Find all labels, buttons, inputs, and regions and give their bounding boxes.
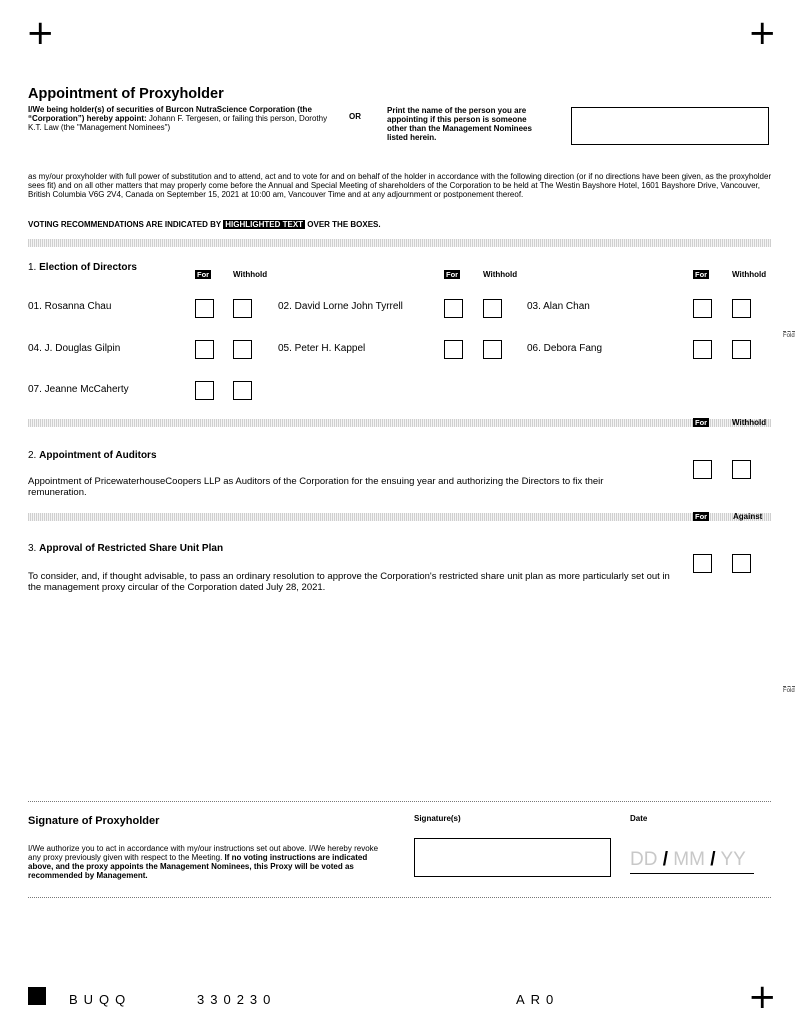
footer-code-2: 330230 — [197, 992, 277, 1007]
for-checkbox[interactable] — [693, 299, 712, 318]
section1-number: 1. — [28, 262, 40, 273]
for-column-header: For — [197, 270, 210, 279]
withhold-column-header: Withhold — [483, 270, 518, 279]
date-separator: / — [710, 849, 716, 870]
section3-title: Approval of Restricted Share Unit Plan — [39, 543, 224, 554]
nominee-name: 04. J. Douglas Gilpin — [28, 343, 121, 354]
nominee-name: 03. Alan Chan — [527, 301, 590, 312]
date-separator: / — [662, 849, 669, 870]
section-divider — [28, 513, 771, 521]
registration-mark-top-right: + — [748, 13, 777, 53]
voting-rec-prefix: VOTING RECOMMENDATIONS ARE INDICATED BY — [28, 220, 224, 229]
withhold-checkbox[interactable] — [483, 340, 502, 359]
nominee-name: 06. Debora Fang — [527, 343, 603, 354]
highlighted-text-sample: HIGHLIGHTED TEXT — [225, 220, 304, 229]
section2-text: Appointment of PricewaterhouseCoopers LLP as Auditors of the Corporation for the ensuing year and authorizing the Directors to fix their remuneration. — [28, 476, 604, 498]
section1-heading — [28, 262, 137, 273]
section3-text: To consider, and, if thought advisable, to pass an ordinary resolution to approve the Corporation's restricted share unit plan as more particularly set out in the management proxy circular of the Corporation dated July 28, 2021. — [28, 571, 670, 593]
nominee-name: 01. Rosanna Chau — [28, 301, 112, 312]
against-checkbox[interactable] — [732, 554, 751, 573]
withhold-checkbox[interactable] — [233, 381, 252, 400]
nominee-name: 05. Peter H. Kappel — [278, 343, 366, 354]
for-checkbox[interactable] — [195, 340, 214, 359]
registration-mark-top-left: + — [26, 13, 55, 53]
withhold-checkbox[interactable] — [233, 340, 252, 359]
signature-text-bold: If no voting instructions are indicated above, and the proxy appoints the Management Nominees, this Proxy will be voted as recommended by Management. — [28, 853, 368, 880]
signature-bottom-rule — [28, 897, 771, 898]
intro-rest: Johann F. Tergesen, or failing this person, Dorothy K.T. Law (the "Management Nominees") — [28, 114, 328, 132]
date-year: YY — [720, 849, 746, 870]
for-column-header: For — [695, 270, 708, 279]
section3-heading — [28, 543, 223, 554]
intro-bold: I/We being holder(s) of securities of Burcon NutraScience Corporation (the “Corporation”) hereby appoint: — [28, 105, 312, 123]
for-checkbox[interactable] — [693, 554, 712, 573]
withhold-column-header: Withhold — [732, 418, 767, 427]
date-label: Date — [630, 814, 648, 823]
for-column-header: For — [695, 418, 708, 427]
withhold-checkbox[interactable] — [732, 460, 751, 479]
section2-heading — [28, 450, 157, 461]
or-label: OR — [349, 112, 361, 121]
for-checkbox[interactable] — [693, 460, 712, 479]
for-checkbox[interactable] — [444, 340, 463, 359]
proxy-authority-text: as my/our proxyholder with full power of substitution and to attend, act and to vote for and on behalf of the holder in accordance with the following direction (or if no directions have been given, as the proxyholder sees fit) and on all other matters that may properly come before the Annual and Special Meeting of shareholders of the Corporation to be held at The Westin Bayshore Hotel, 1601 Bayshore Drive, Vancouver, British Columbia V6G 2V4, Canada on September 15, 2021 at 10:00 am, Vancouver Time and at any adjournment or postponement thereof. — [28, 172, 772, 199]
date-month: MM — [673, 849, 705, 870]
signature-title: Signature of Proxyholder — [28, 815, 160, 827]
page-title: Appointment of Proxyholder — [28, 86, 224, 102]
nominee-name: 02. David Lorne John Tyrrell — [278, 301, 403, 312]
registration-mark-bottom-right: + — [748, 977, 777, 1017]
for-checkbox[interactable] — [195, 381, 214, 400]
withhold-checkbox[interactable] — [233, 299, 252, 318]
date-day: DD — [630, 849, 658, 870]
for-checkbox[interactable] — [693, 340, 712, 359]
nominee-name: 07. Jeanne McCaherty — [28, 384, 129, 395]
for-checkbox[interactable] — [444, 299, 463, 318]
for-column-header: For — [695, 512, 708, 521]
for-checkbox[interactable] — [195, 299, 214, 318]
voting-recommendation-note — [28, 220, 381, 229]
section2-number: 2. — [28, 450, 40, 461]
proxyholder-name-field[interactable] — [571, 107, 769, 145]
section3-number: 3. — [28, 543, 40, 554]
withhold-checkbox[interactable] — [483, 299, 502, 318]
fold-mark: Fold — [783, 688, 795, 694]
section-divider — [28, 419, 771, 427]
print-name-instructions: Print the name of the person you are appointing if this person is someone other than the Management Nominees listed herein. — [387, 106, 532, 142]
fold-mark: Fold — [783, 333, 795, 339]
voting-rec-suffix: OVER THE BOXES. — [305, 220, 381, 229]
appointment-intro — [28, 105, 333, 132]
footer-code-1: BUQQ — [69, 992, 132, 1007]
signature-label: Signature(s) — [414, 814, 461, 823]
signature-field[interactable] — [414, 838, 611, 877]
footer-code-3: AR0 — [516, 992, 560, 1007]
for-column-header: For — [446, 270, 459, 279]
date-field[interactable] — [630, 849, 754, 874]
section-divider — [28, 239, 771, 247]
signature-text-normal: I/We authorize you to act in accordance with my/our instructions set out above. I/We hereby revoke any proxy previously given with respect to the Meeting. — [28, 844, 379, 862]
withhold-checkbox[interactable] — [732, 340, 751, 359]
withhold-column-header: Withhold — [732, 270, 767, 279]
signature-authorization-text — [28, 844, 388, 880]
signature-top-rule — [28, 801, 771, 802]
section1-title: Election of Directors — [39, 262, 137, 273]
withhold-checkbox[interactable] — [732, 299, 751, 318]
withhold-column-header: Withhold — [233, 270, 268, 279]
footer-square-mark — [28, 987, 46, 1005]
section2-title: Appointment of Auditors — [39, 450, 157, 461]
against-column-header: Against — [733, 512, 763, 521]
